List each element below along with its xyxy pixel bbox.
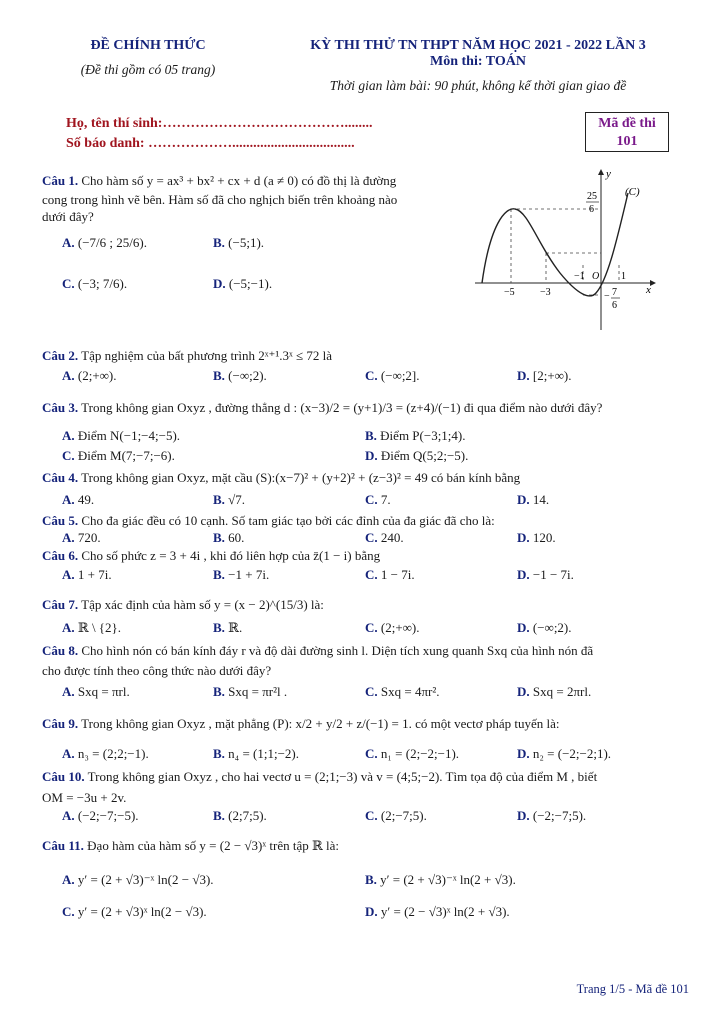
option-d[interactable]: D. (−5;−1). bbox=[213, 276, 273, 291]
option-c[interactable]: C. 1 − 7i. bbox=[365, 567, 415, 582]
option-d[interactable]: D. 14. bbox=[517, 492, 550, 507]
question-4: Câu 4. Trong không gian Oxyz, mặt cầu (S):(x−7)² + (y+2)² + (z−3)² = 49 có bán kính bằng bbox=[42, 470, 521, 485]
tick-minus-5: −5 bbox=[504, 287, 515, 298]
option-d[interactable]: D. (−2;−7;5). bbox=[517, 808, 587, 823]
exam-code-label: Mã đề thi bbox=[598, 116, 656, 131]
y-min-sign: − bbox=[604, 291, 610, 302]
option-c[interactable]: C. n₁ = (2;−2;−1). bbox=[365, 746, 460, 761]
option-b[interactable]: B. (2;7;5). bbox=[213, 808, 267, 823]
option-c[interactable]: C. Sxq = 4πr². bbox=[365, 684, 440, 699]
origin-label: O bbox=[592, 271, 600, 282]
option-c[interactable]: C. (−3; 7/6). bbox=[62, 276, 128, 291]
option-d[interactable]: D. −1 − 7i. bbox=[517, 567, 574, 582]
question-7: Câu 7. Tập xác định của hàm số y = (x − 2)^(15/3) là: bbox=[42, 597, 324, 612]
option-a[interactable]: A. (2;+∞). bbox=[62, 368, 117, 383]
option-d[interactable]: D. [2;+∞). bbox=[517, 368, 572, 383]
official-label: ĐỀ CHÍNH THỨC bbox=[90, 38, 206, 53]
question-10: Câu 10. Trong không gian Oxyz , cho hai vectơ u = (2;1;−3) và v = (4;5;−2). Tìm tọa độ của điểm M , biết bbox=[42, 769, 598, 784]
option-c[interactable]: C. (−∞;2]. bbox=[365, 368, 420, 383]
option-d[interactable]: D. y′ = (2 − √3)ˣ ln(2 + √3). bbox=[365, 904, 510, 919]
option-b[interactable]: B. 60. bbox=[213, 530, 245, 545]
question-label: Câu 1. bbox=[42, 173, 79, 188]
option-d[interactable]: D. Điểm Q(5;2;−5). bbox=[365, 448, 469, 463]
tick-minus-1: −1 bbox=[574, 271, 585, 282]
question-8-line-2: cho được tính theo công thức nào dưới đây? bbox=[42, 663, 272, 678]
option-a[interactable]: A. 1 + 7i. bbox=[62, 567, 112, 582]
exam-title: KỲ THI THỬ TN THPT NĂM HỌC 2021 - 2022 LẦN 3 bbox=[310, 38, 646, 53]
subject: Môn thi: TOÁN bbox=[430, 54, 526, 69]
option-b[interactable]: B. y′ = (2 + √3)⁻ˣ ln(2 + √3). bbox=[365, 872, 516, 887]
question-8: Câu 8. Cho hình nón có bán kính đáy r và độ dài đường sinh l. Diện tích xung quanh Sxq của hình nón đã bbox=[42, 643, 594, 658]
option-b[interactable]: B. (−5;1). bbox=[213, 235, 265, 250]
question-2: Câu 2. Tập nghiệm của bất phương trình 2ˣ⁺¹.3ˣ ≤ 72 là bbox=[42, 348, 333, 363]
question-5: Câu 5. Cho đa giác đều có 10 cạnh. Số tam giác tạo bởi các đỉnh của đa giác đã cho là: bbox=[42, 513, 495, 528]
tick-minus-3: −3 bbox=[540, 287, 551, 298]
y-min-num: 7 bbox=[612, 287, 617, 298]
option-b[interactable]: B. (−∞;2). bbox=[213, 368, 267, 383]
question-1 bbox=[42, 173, 396, 189]
cubic-graph bbox=[470, 165, 660, 335]
option-d[interactable]: D. n₂ = (−2;−2;1). bbox=[517, 746, 612, 761]
page-footer: Trang 1/5 - Mã đề 101 bbox=[576, 982, 689, 996]
y-axis-label: y bbox=[606, 168, 611, 180]
option-a[interactable]: A. Điểm N(−1;−4;−5). bbox=[62, 428, 181, 443]
option-c[interactable]: C. y′ = (2 + √3)ˣ ln(2 − √3). bbox=[62, 904, 207, 919]
option-d[interactable]: D. 120. bbox=[517, 530, 556, 545]
option-a[interactable]: A. 720. bbox=[62, 530, 101, 545]
option-c[interactable]: C. 240. bbox=[365, 530, 404, 545]
question-1-line-2: cong trong hình vẽ bên. Hàm số đã cho nghịch biến trên khoảng nào bbox=[42, 192, 398, 207]
option-b[interactable]: B. ℝ. bbox=[213, 620, 243, 635]
pages-note: (Đề thi gồm có 05 trang) bbox=[80, 62, 216, 77]
exam-code-box bbox=[585, 112, 669, 152]
option-b[interactable]: B. n₄ = (1;1;−2). bbox=[213, 746, 299, 761]
option-c[interactable]: C. Điểm M(7;−7;−6). bbox=[62, 448, 175, 463]
id-field: Số báo danh: ………………................................... bbox=[66, 136, 355, 151]
question-11: Câu 11. Đạo hàm của hàm số y = (2 − √3)ˣ trên tập ℝ là: bbox=[42, 838, 340, 853]
question-9: Câu 9. Trong không gian Oxyz , mặt phẳng (P): x/2 + y/2 + z/(−1) = 1. có một vectơ pháp tuyến là: bbox=[42, 716, 560, 731]
tick-1: 1 bbox=[621, 271, 626, 282]
question-6: Câu 6. Cho số phức z = 3 + 4i , khi đó liên hợp của z̄(1 − i) bằng bbox=[42, 548, 381, 563]
name-field: Họ, tên thí sinh:…………………………………........ bbox=[66, 116, 373, 131]
option-b[interactable]: B. −1 + 7i. bbox=[213, 567, 270, 582]
question-text: Cho hàm số y = ax³ + bx² + cx + d (a ≠ 0) có đồ thị là đường bbox=[81, 173, 397, 188]
x-axis-label: x bbox=[646, 284, 651, 296]
option-d[interactable]: D. Sxq = 2πrl. bbox=[517, 684, 592, 699]
y-max-den: 6 bbox=[589, 204, 594, 215]
curve-c bbox=[482, 193, 628, 296]
option-c[interactable]: C. (2;+∞). bbox=[365, 620, 420, 635]
option-c[interactable]: C. (2;−7;5). bbox=[365, 808, 427, 823]
option-b[interactable]: B. Điểm P(−3;1;4). bbox=[365, 428, 466, 443]
exam-code-value: 101 bbox=[616, 134, 638, 149]
option-a[interactable]: A. (−7/6 ; 25/6). bbox=[62, 235, 147, 250]
curve-label: (C) bbox=[625, 186, 640, 198]
question-1-line-3: dưới đây? bbox=[42, 209, 94, 224]
option-b[interactable]: B. Sxq = πr²l . bbox=[213, 684, 288, 699]
option-a[interactable]: A. Sxq = πrl. bbox=[62, 684, 130, 699]
option-b[interactable]: B. √7. bbox=[213, 492, 246, 507]
option-d[interactable]: D. (−∞;2). bbox=[517, 620, 572, 635]
time-note: Thời gian làm bài: 90 phút, không kể thời gian giao đề bbox=[329, 78, 627, 93]
y-min-den: 6 bbox=[612, 300, 617, 311]
question-3: Câu 3. Trong không gian Oxyz , đường thẳng d : (x−3)/2 = (y+1)/3 = (z+4)/(−1) đi qua điểm nào dưới đây? bbox=[42, 400, 603, 415]
question-10-line-2: OM = −3u + 2v. bbox=[42, 790, 127, 805]
y-max-num: 25 bbox=[587, 191, 597, 202]
option-c[interactable]: C. 7. bbox=[365, 492, 391, 507]
option-a[interactable]: A. (−2;−7;−5). bbox=[62, 808, 139, 823]
option-a[interactable]: A. y′ = (2 + √3)⁻ˣ ln(2 − √3). bbox=[62, 872, 214, 887]
option-a[interactable]: A. 49. bbox=[62, 492, 95, 507]
option-a[interactable]: A. n₃ = (2;2;−1). bbox=[62, 746, 149, 761]
option-a[interactable]: A. ℝ \ {2}. bbox=[62, 620, 122, 635]
